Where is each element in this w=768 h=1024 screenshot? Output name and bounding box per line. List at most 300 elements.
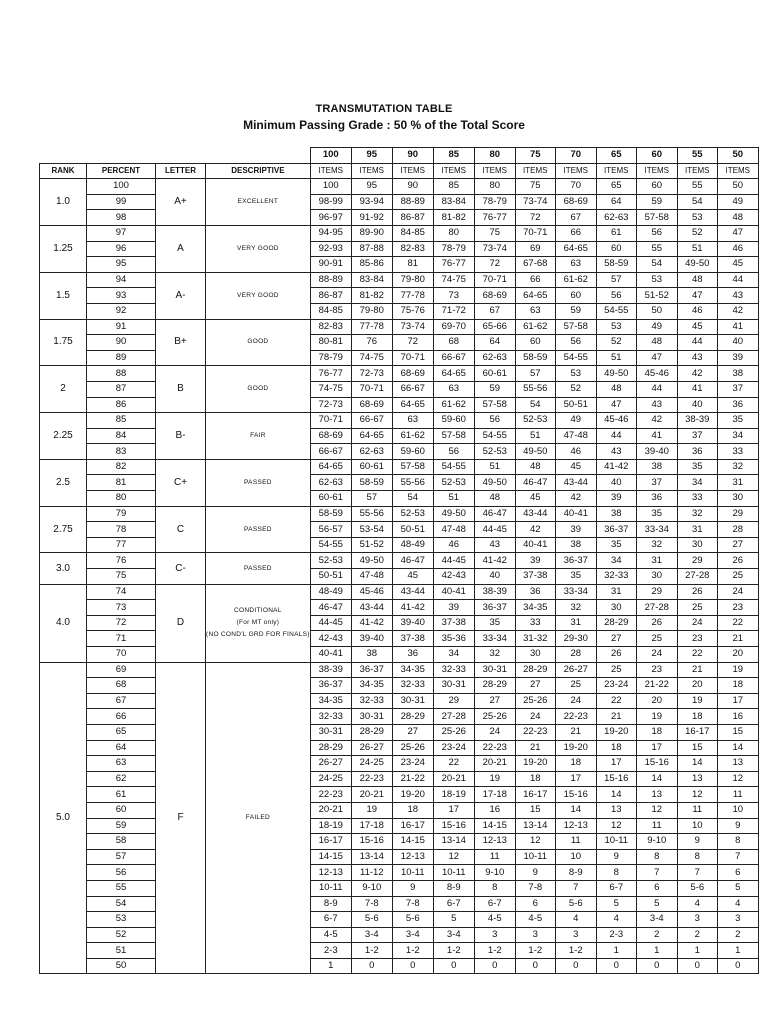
total-score-header: 80 [474,148,515,164]
items-cell: 19-20 [555,740,596,756]
items-cell: 44 [677,335,717,351]
items-cell: 18 [717,678,758,694]
items-cell: 4 [717,896,758,912]
items-cell: 22-23 [555,709,596,725]
items-cell: 15 [515,802,555,818]
percent-cell: 76 [87,553,156,569]
descriptive-cell [206,225,311,272]
items-cell: 54-55 [433,459,474,475]
items-cell: 22-23 [351,771,392,787]
items-cell: 16 [474,802,515,818]
items-cell: 16-17 [515,787,555,803]
items-cell: 32-33 [310,709,351,725]
items-cell: 70 [555,179,596,195]
items-cell: 62-63 [351,444,392,460]
items-cell: 25 [596,662,636,678]
items-cell: 72-73 [351,366,392,382]
items-cell: 0 [392,958,433,974]
percent-cell: 100 [87,179,156,195]
items-cell: 26-27 [310,756,351,772]
descriptive-cell [206,413,311,460]
items-cell: 57 [596,272,636,288]
items-cell: 43-44 [555,475,596,491]
items-cell: 55-56 [351,506,392,522]
descriptive-line: (For MT only) [236,619,280,627]
items-cell: 60 [555,288,596,304]
items-cell: 21 [677,662,717,678]
items-cell: 57 [351,491,392,507]
items-cell: 24-25 [351,756,392,772]
items-cell: 9 [515,865,555,881]
items-cell: 90-91 [310,257,351,273]
items-cell: 22 [677,647,717,663]
items-cell: 23 [636,662,677,678]
descriptive-line: PASSED [244,525,272,533]
items-cell: 11 [717,787,758,803]
items-cell: 19-20 [515,756,555,772]
items-cell: 10-11 [596,834,636,850]
items-cell: 66 [555,225,596,241]
items-cell: 30-31 [433,678,474,694]
table-row [40,834,759,850]
items-cell: 43 [474,537,515,553]
items-cell: 34-35 [310,693,351,709]
items-cell: 59-60 [392,444,433,460]
items-cell: 26-27 [555,662,596,678]
items-cell: 20 [636,693,677,709]
items-cell: 32 [555,600,596,616]
items-cell: 12-13 [474,834,515,850]
percent-cell: 73 [87,600,156,616]
items-cell: 87-88 [351,241,392,257]
items-cell: 39-40 [392,615,433,631]
items-cell: 52 [555,381,596,397]
items-cell: 67 [555,210,596,226]
percent-cell: 59 [87,818,156,834]
percent-cell: 99 [87,194,156,210]
items-cell: 23 [717,600,758,616]
items-cell: 35 [677,459,717,475]
descriptive-header: DESCRIPTIVE [206,163,311,179]
table-row [40,459,759,475]
items-cell: 28-29 [351,724,392,740]
items-cell: 13 [596,802,636,818]
items-cell: 2-3 [310,943,351,959]
items-cell: 17 [433,802,474,818]
items-cell: 49-50 [474,475,515,491]
items-cell: 10 [677,818,717,834]
items-cell: 85-86 [351,257,392,273]
table-row [40,662,759,678]
items-cell: 51-52 [351,537,392,553]
items-cell: 28-29 [310,740,351,756]
items-cell: 48-49 [392,537,433,553]
percent-cell: 74 [87,584,156,600]
items-cell: 27-28 [636,600,677,616]
table-row [40,257,759,273]
items-cell: 31 [717,475,758,491]
items-cell: 45 [392,569,433,585]
items-cell: 24 [515,709,555,725]
descriptive-line: EXCELLENT [237,198,279,206]
items-cell: 45-46 [351,584,392,600]
items-cell: 38-39 [310,662,351,678]
items-cell: 14-15 [392,834,433,850]
items-cell: 88-89 [310,272,351,288]
rank-cell: 1.0 [40,179,87,226]
items-cell: 49-50 [677,257,717,273]
items-cell: 64-65 [351,428,392,444]
items-cell: 15 [677,740,717,756]
items-cell: 36 [515,584,555,600]
items-cell: 19-20 [392,787,433,803]
table-row [40,179,759,195]
items-cell: 68 [433,335,474,351]
items-header: ITEMS [515,163,555,179]
items-cell: 11-12 [351,865,392,881]
items-cell: 4-5 [515,912,555,928]
items-header: ITEMS [636,163,677,179]
percent-header: PERCENT [87,163,156,179]
items-cell: 9 [677,834,717,850]
percent-cell: 93 [87,288,156,304]
items-header: ITEMS [351,163,392,179]
items-cell: 34-35 [351,678,392,694]
items-cell: 84-85 [392,225,433,241]
items-cell: 41-42 [474,553,515,569]
items-cell: 7 [555,880,596,896]
items-cell: 20-21 [433,771,474,787]
items-cell: 44 [717,272,758,288]
items-cell: 37-38 [433,615,474,631]
items-cell: 28-29 [515,662,555,678]
descriptive-cell [206,272,311,319]
items-cell: 28 [555,647,596,663]
items-cell: 13 [717,756,758,772]
items-cell: 60-61 [310,491,351,507]
items-cell: 72 [515,210,555,226]
items-cell: 64-65 [433,366,474,382]
items-cell: 40 [717,335,758,351]
items-cell: 3 [717,912,758,928]
items-cell: 24 [717,584,758,600]
items-cell: 33 [677,491,717,507]
items-cell: 22 [717,615,758,631]
items-cell: 0 [636,958,677,974]
items-cell: 59 [636,194,677,210]
items-cell: 32 [677,506,717,522]
items-cell: 27 [596,631,636,647]
items-cell: 53-54 [351,522,392,538]
items-cell: 53 [596,319,636,335]
items-cell: 62-63 [596,210,636,226]
items-cell: 82-83 [392,241,433,257]
items-cell: 94-95 [310,225,351,241]
items-cell: 22-23 [474,740,515,756]
items-cell: 21 [596,709,636,725]
items-cell: 27-28 [433,709,474,725]
items-cell: 82-83 [310,319,351,335]
items-cell: 14 [636,771,677,787]
items-cell: 1-2 [351,943,392,959]
items-cell: 31 [596,584,636,600]
items-cell: 69 [515,241,555,257]
items-cell: 20-21 [310,802,351,818]
items-cell: 56 [474,413,515,429]
items-cell: 71-72 [433,303,474,319]
items-cell: 1 [596,943,636,959]
items-cell: 25-26 [392,740,433,756]
items-cell: 35 [636,506,677,522]
items-cell: 30-31 [474,662,515,678]
items-cell: 3 [555,927,596,943]
letter-cell: C+ [156,459,206,506]
items-cell: 70-71 [392,350,433,366]
items-cell: 25 [555,678,596,694]
items-cell: 12 [677,787,717,803]
items-cell: 12-13 [310,865,351,881]
items-cell: 74-75 [310,381,351,397]
rank-cell: 1.5 [40,272,87,319]
items-cell: 0 [474,958,515,974]
percent-cell: 80 [87,491,156,507]
items-cell: 9-10 [636,834,677,850]
items-cell: 31-32 [515,631,555,647]
items-cell: 49 [636,319,677,335]
percent-cell: 62 [87,771,156,787]
table-row [40,537,759,553]
items-cell: 59 [474,381,515,397]
items-cell: 76-77 [310,366,351,382]
items-cell: 38 [596,506,636,522]
total-score-header: 85 [433,148,474,164]
table-row [40,631,759,647]
column-header-row [40,163,759,179]
items-cell: 49-50 [433,506,474,522]
items-cell: 58-59 [351,475,392,491]
items-cell: 23-24 [392,756,433,772]
items-cell: 84-85 [310,303,351,319]
items-header: ITEMS [555,163,596,179]
items-cell: 14-15 [310,849,351,865]
items-cell: 8-9 [310,896,351,912]
percent-cell: 52 [87,927,156,943]
percent-cell: 69 [87,662,156,678]
letter-header: LETTER [156,163,206,179]
items-cell: 34 [717,428,758,444]
items-cell: 12 [636,802,677,818]
items-cell: 34 [596,553,636,569]
items-cell: 36-37 [474,600,515,616]
items-cell: 45 [515,491,555,507]
percent-cell: 87 [87,381,156,397]
table-row [40,647,759,663]
percent-cell: 84 [87,428,156,444]
items-cell: 72 [392,335,433,351]
items-cell: 61-62 [555,272,596,288]
rank-cell: 2.25 [40,413,87,460]
items-cell: 44 [596,428,636,444]
items-cell: 1-2 [515,943,555,959]
items-cell: 18-19 [433,787,474,803]
items-cell: 60 [596,241,636,257]
items-cell: 61-62 [515,319,555,335]
items-cell: 0 [677,958,717,974]
items-header: ITEMS [677,163,717,179]
items-cell: 70-71 [515,225,555,241]
items-cell: 54 [515,397,555,413]
percent-cell: 96 [87,241,156,257]
percent-cell: 55 [87,880,156,896]
items-cell: 75 [474,225,515,241]
items-cell: 34-35 [392,662,433,678]
items-cell: 17-18 [351,818,392,834]
table-row [40,475,759,491]
items-cell: 34 [677,475,717,491]
items-cell: 17 [636,740,677,756]
items-cell: 8 [474,880,515,896]
items-cell: 55-56 [392,475,433,491]
items-cell: 52-53 [474,444,515,460]
items-cell: 9 [392,880,433,896]
items-cell: 4-5 [474,912,515,928]
items-cell: 59 [555,303,596,319]
items-cell: 7 [717,849,758,865]
items-cell: 43-44 [392,584,433,600]
table-row [40,615,759,631]
descriptive-cell [206,506,311,553]
items-cell: 30 [636,569,677,585]
letter-cell: A+ [156,179,206,226]
rank-header: RANK [40,163,87,179]
items-cell: 47 [677,288,717,304]
items-cell: 32 [474,647,515,663]
items-cell: 25 [717,569,758,585]
items-cell: 3-4 [392,927,433,943]
items-cell: 31 [677,522,717,538]
items-cell: 13-14 [515,818,555,834]
percent-cell: 75 [87,569,156,585]
items-cell: 70-71 [310,413,351,429]
table-row [40,756,759,772]
items-cell: 21 [555,724,596,740]
total-score-header: 90 [392,148,433,164]
document-subtitle: Minimum Passing Grade : 50 % of the Total Score [243,118,525,132]
items-cell: 72 [474,257,515,273]
percent-cell: 60 [87,802,156,818]
rank-cell: 4.0 [40,584,87,662]
percent-cell: 95 [87,257,156,273]
items-cell: 54 [636,257,677,273]
items-cell: 60-61 [474,366,515,382]
items-cell: 73-74 [474,241,515,257]
items-cell: 50 [636,303,677,319]
items-cell: 5-6 [392,912,433,928]
items-cell: 24 [636,647,677,663]
items-cell: 69-70 [433,319,474,335]
items-cell: 57-58 [433,428,474,444]
items-cell: 52 [596,335,636,351]
items-cell: 50-51 [555,397,596,413]
items-cell: 32-33 [392,678,433,694]
items-cell: 17 [555,771,596,787]
items-cell: 30-31 [351,709,392,725]
items-cell: 1-2 [392,943,433,959]
items-cell: 81-82 [433,210,474,226]
items-cell: 47-48 [351,569,392,585]
items-cell: 25-26 [474,709,515,725]
items-cell: 67 [474,303,515,319]
table-row [40,303,759,319]
letter-cell: B [156,366,206,413]
items-cell: 10-11 [310,880,351,896]
percent-cell: 72 [87,615,156,631]
items-cell: 14 [717,740,758,756]
percent-cell: 81 [87,475,156,491]
descriptive-cell [206,366,311,413]
items-cell: 37 [717,381,758,397]
items-cell: 13 [636,787,677,803]
items-cell: 40-41 [555,506,596,522]
items-cell: 49 [717,194,758,210]
letter-cell: D [156,584,206,662]
items-cell: 43 [596,444,636,460]
items-cell: 6 [515,896,555,912]
items-cell: 29-30 [555,631,596,647]
items-cell: 32-33 [433,662,474,678]
table-row [40,241,759,257]
items-cell: 39-40 [636,444,677,460]
items-cell: 2 [677,927,717,943]
letter-cell: C- [156,553,206,584]
items-cell: 9 [596,849,636,865]
items-cell: 65-66 [474,319,515,335]
letter-cell: A [156,225,206,272]
items-cell: 27 [474,693,515,709]
document-title: TRANSMUTATION TABLE [315,103,453,115]
items-cell: 8 [717,834,758,850]
items-cell: 72-73 [310,397,351,413]
items-cell: 14 [596,787,636,803]
items-cell: 81 [392,257,433,273]
items-cell: 14 [677,756,717,772]
table-row [40,522,759,538]
items-cell: 15-16 [433,818,474,834]
table-row [40,272,759,288]
items-cell: 19 [351,802,392,818]
items-cell: 41 [636,428,677,444]
items-cell: 0 [433,958,474,974]
items-cell: 22-23 [515,724,555,740]
items-cell: 64-65 [555,241,596,257]
percent-cell: 56 [87,865,156,881]
items-cell: 92-93 [310,241,351,257]
items-cell: 63 [433,381,474,397]
table-row [40,335,759,351]
items-cell: 54-55 [474,428,515,444]
items-cell: 50 [717,179,758,195]
percent-cell: 51 [87,943,156,959]
table-row [40,724,759,740]
items-cell: 1 [677,943,717,959]
rank-cell: 2.5 [40,459,87,506]
items-cell: 5 [717,880,758,896]
percent-cell: 71 [87,631,156,647]
items-cell: 6-7 [433,896,474,912]
items-cell: 39 [515,553,555,569]
items-cell: 68-69 [310,428,351,444]
items-cell: 43-44 [351,600,392,616]
